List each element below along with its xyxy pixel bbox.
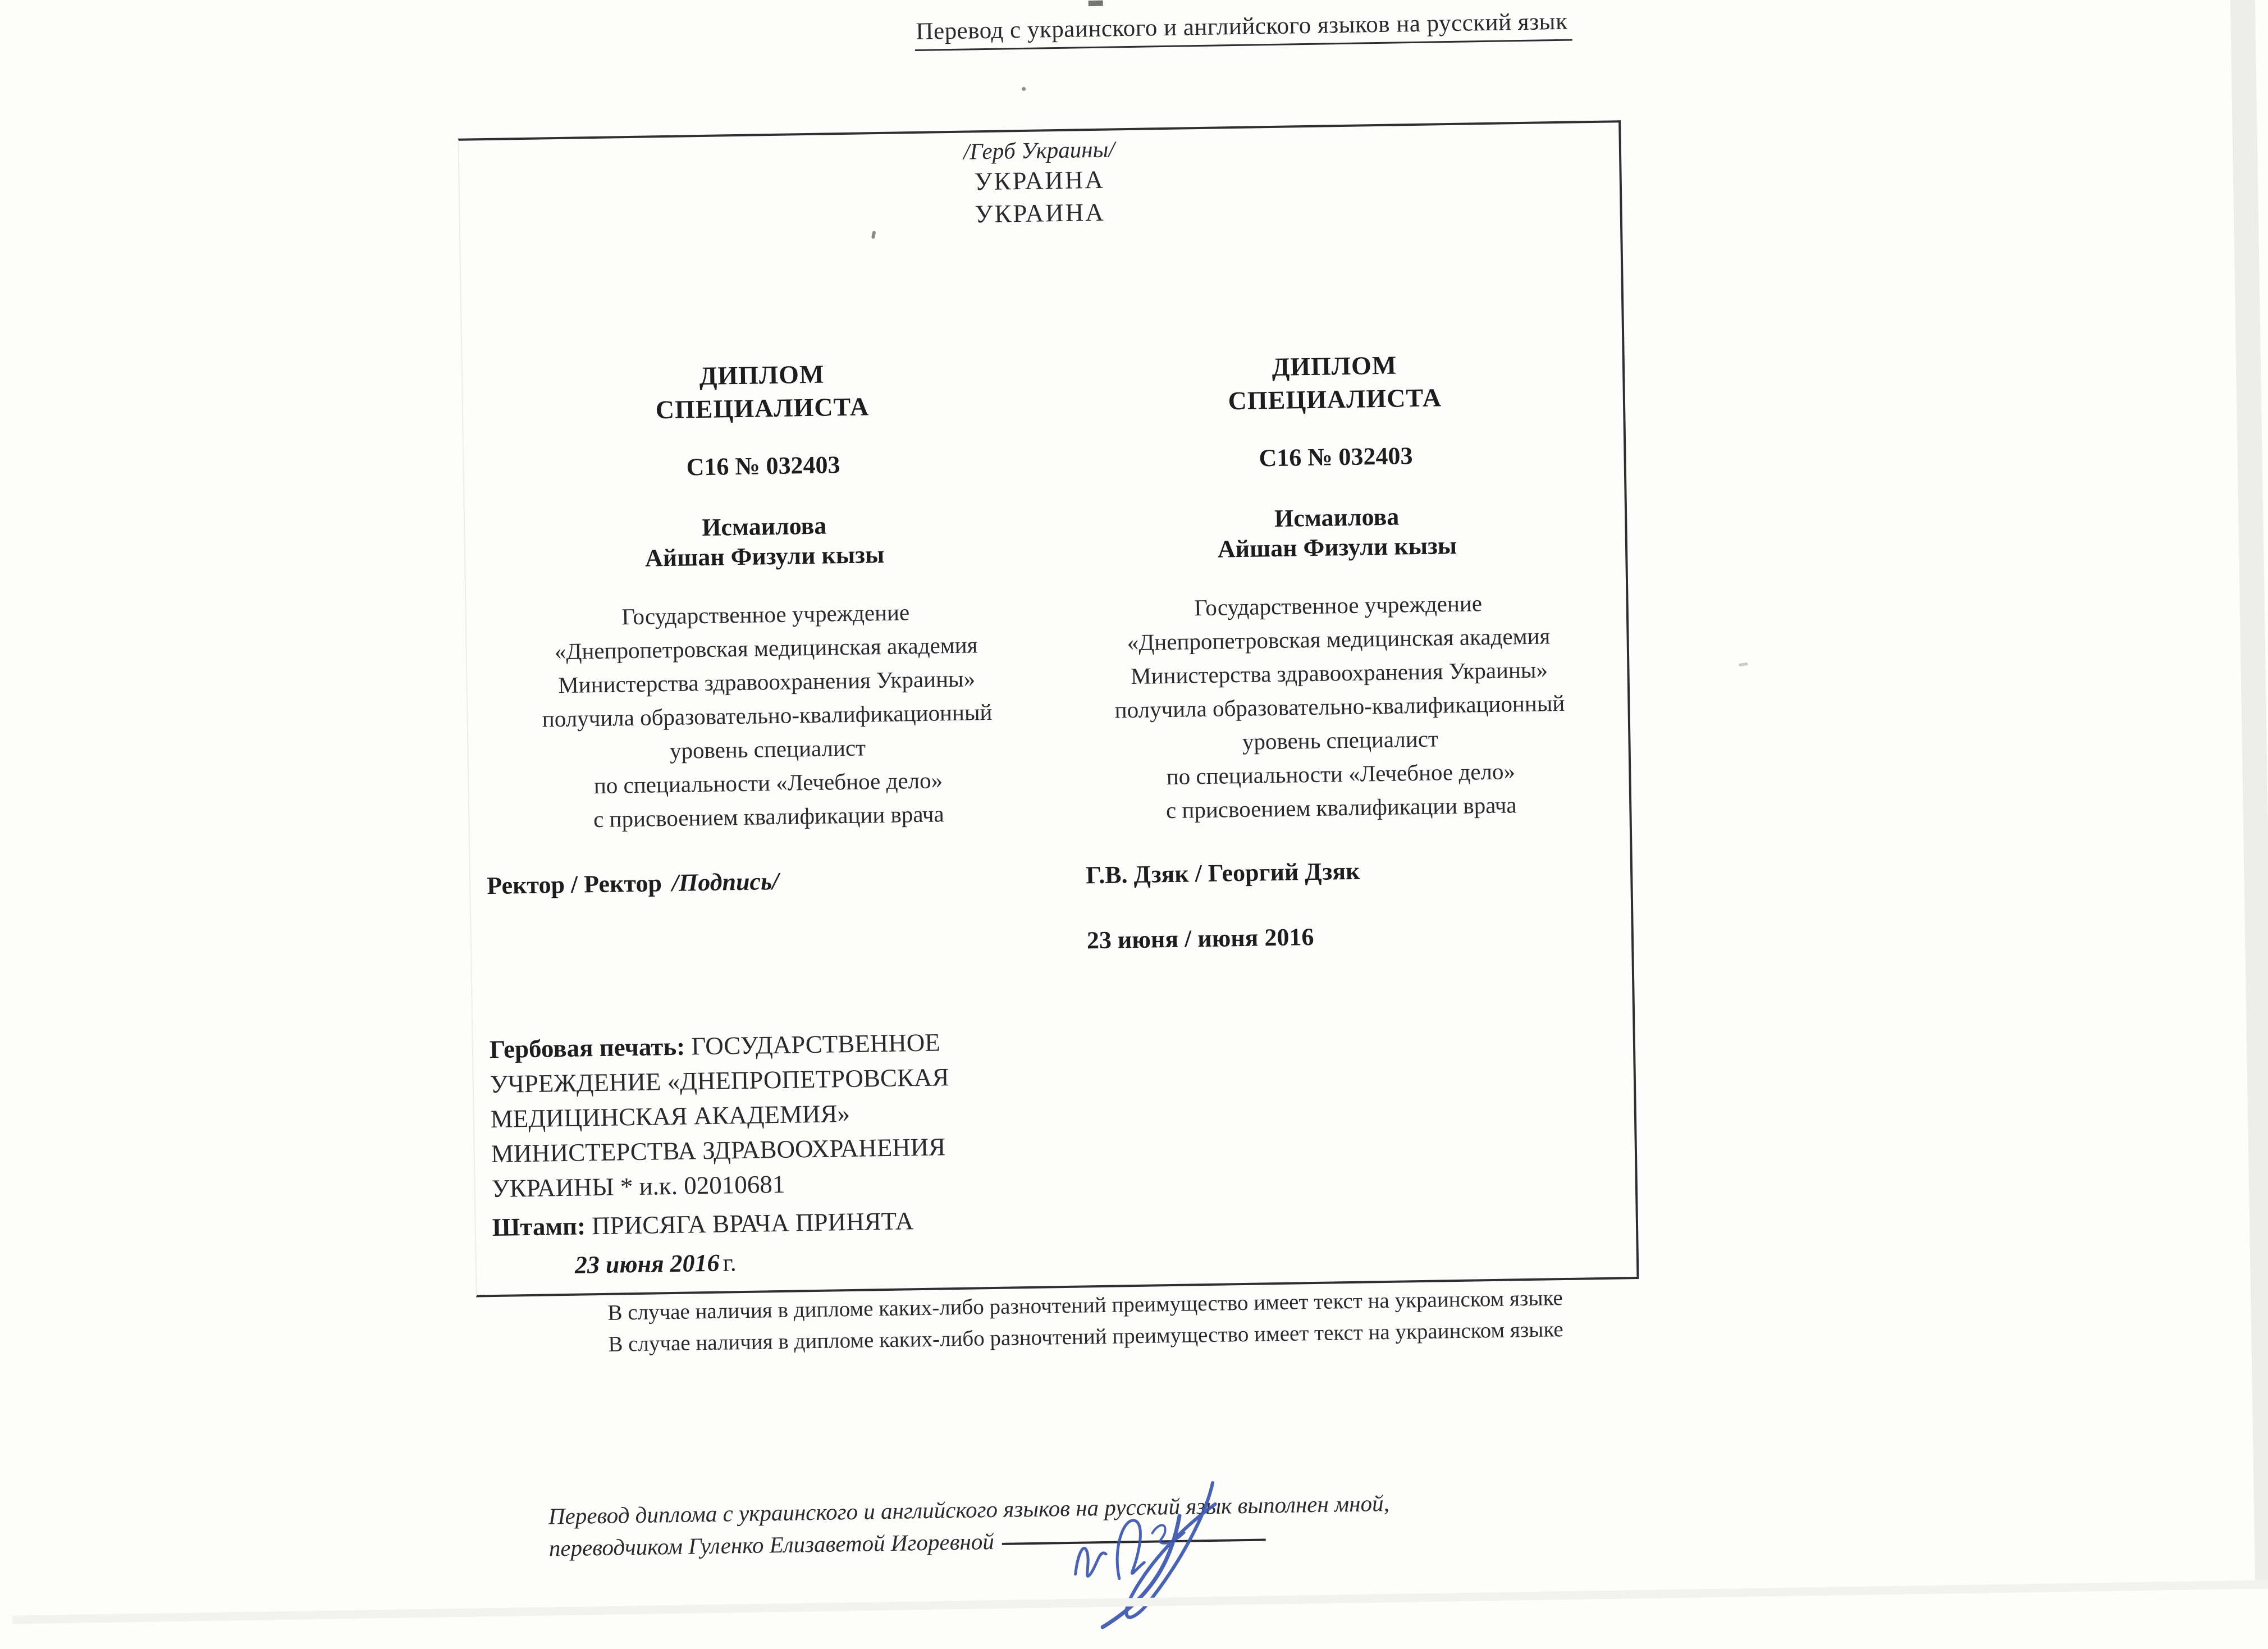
body-line: Министерства здравоохранения Украины»: [557, 665, 976, 698]
seal-line-text: ГОСУДАРСТВЕННОЕ: [684, 1028, 941, 1061]
diploma-title-line: ДИПЛОМ: [699, 359, 825, 391]
body-line: Министерства здравоохранения Украины»: [1130, 656, 1548, 689]
diploma-number-left: С16 № 032403: [686, 451, 840, 481]
disclaimer-line-2: В случае наличия в дипломе каких-либо разночтений преимущество имеет текст на украинском языке: [608, 1317, 1564, 1356]
holder-name-right: [1084, 499, 1590, 566]
body-line: по специальности «Лечебное дело»: [593, 767, 943, 799]
country-name-2: УКРАИНА: [975, 198, 1106, 229]
diploma-title-line: ДИПЛОМ: [1272, 350, 1397, 382]
body-line: Государственное учреждение: [621, 599, 910, 630]
body-line: «Днепропетровская медицинская академия: [554, 632, 978, 665]
holder-surname: Исмаилова: [701, 511, 827, 542]
rector-label: Ректор / Ректор: [486, 869, 662, 900]
stamp-label: Штамп:: [492, 1212, 586, 1242]
seal-line: МЕДИЦИНСКАЯ АКАДЕМИЯ»: [490, 1099, 851, 1134]
body-line: получила образовательно-квалификационный: [542, 698, 993, 732]
country-name-1: УКРАИНА: [974, 165, 1105, 196]
disclaimer-line-1: В случае наличия в дипломе каких-либо разночтений преимущество имеет текст на украинском языке: [607, 1286, 1563, 1325]
holder-given-name: Айшан Физули кызы: [644, 540, 885, 572]
body-line: уровень специалист: [1242, 725, 1439, 755]
body-line: с присвоением квалификации врача: [593, 801, 945, 833]
translation-header: Перевод с украинского и английского языков на русский язык: [914, 8, 1572, 51]
holder-given-name: Айшан Физули кызы: [1217, 531, 1457, 563]
body-line: получила образовательно-квалификационный: [1114, 689, 1565, 723]
seal-line: УКРАИНЫ * и.к. 02010681: [491, 1170, 785, 1203]
diploma-title-left: [509, 354, 1016, 428]
issue-date-line: 23 июня / июня 2016: [1086, 922, 1314, 954]
body-line: с присвоением квалификации врача: [1165, 792, 1517, 824]
holder-name-left: [511, 508, 1018, 575]
body-line: по специальности «Лечебное дело»: [1166, 758, 1516, 790]
diploma-body-right: [1085, 584, 1594, 828]
diploma-title-right: [1082, 345, 1588, 419]
stamp-date-suffix: г.: [723, 1249, 737, 1277]
diploma-number-right: С16 № 032403: [1259, 442, 1413, 472]
scan-speck: [1739, 663, 1748, 666]
seal-line: МИНИСТЕРСТВА ЗДРАВООХРАНЕНИЯ: [491, 1132, 946, 1168]
stamp-text: ПРИСЯГА ВРАЧА ПРИНЯТА: [585, 1207, 914, 1240]
signature-note: /Подпись/: [671, 867, 779, 897]
body-line: Государственное учреждение: [1194, 590, 1483, 621]
stamp-date: 23 июня 2016: [574, 1249, 720, 1279]
seal-block: [489, 1024, 1019, 1206]
diploma-body-left: [513, 593, 1021, 837]
stamp-date-line: [575, 1248, 737, 1280]
diploma-title-line: СПЕЦИАЛИСТА: [1228, 383, 1442, 415]
body-line: уровень специалист: [669, 734, 866, 764]
emblem-note: /Герб Украины/: [963, 136, 1115, 165]
official-name-line: Г.В. Дзяк / Георгий Дзяк: [1085, 857, 1360, 889]
scanner-shadow-right: [2230, 0, 2268, 1589]
body-line: «Днепропетровская медицинская академия: [1127, 623, 1551, 656]
scan-edge-artifact: [1089, 1, 1103, 6]
holder-surname: Исмаилова: [1274, 503, 1400, 532]
translator-note-line-2: переводчиком Гуленко Елизаветой Игоревной: [548, 1528, 995, 1561]
translator-note-line-1: Перевод диплома с украинского и английского языков на русский язык выполнен мной,: [548, 1490, 1390, 1529]
diploma-title-line: СПЕЦИАЛИСТА: [655, 392, 870, 424]
handwritten-signature: [1015, 1467, 1231, 1633]
translator-note: [548, 1487, 1390, 1565]
emblem-block: [769, 132, 1309, 234]
seal-line: УЧРЕЖДЕНИЕ «ДНЕПРОПЕТРОВСКАЯ: [490, 1063, 949, 1099]
seal-label: Гербовая печать:: [489, 1032, 685, 1064]
rector-line: [487, 867, 779, 900]
scan-speck: [1022, 87, 1026, 91]
